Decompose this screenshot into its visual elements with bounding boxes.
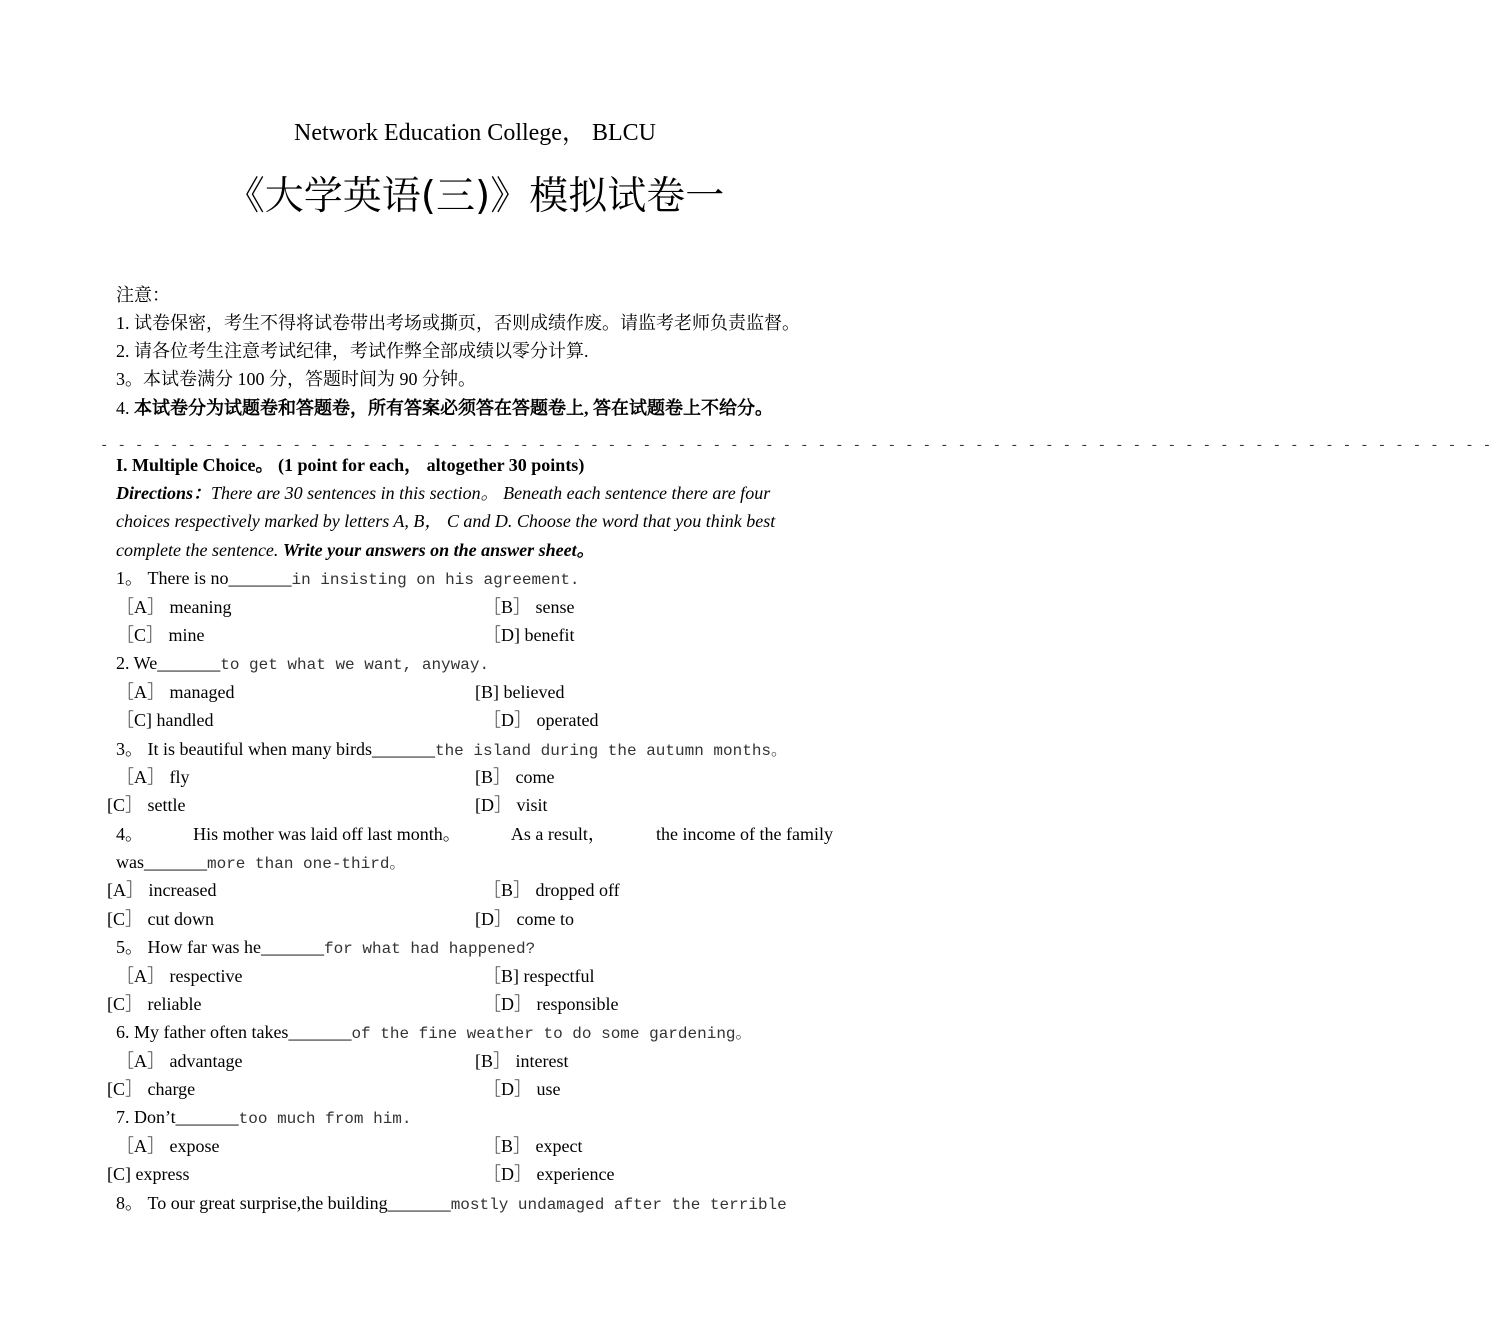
question-stem: 2. We_______ xyxy=(116,653,221,673)
question-stem: 4。 xyxy=(116,824,143,844)
question-rest: more than one-third。 xyxy=(207,855,406,873)
question-stem-part: As a result， xyxy=(510,824,606,844)
question-7 xyxy=(116,1105,412,1131)
directions-text-3: complete the sentence. xyxy=(116,540,283,560)
question-rest: mostly undamaged after the terrible xyxy=(450,1196,787,1214)
option-a: ［A］ meaning xyxy=(116,597,232,617)
question-stem: 6. My father often takes_______ xyxy=(116,1022,352,1042)
college-name: Network Education College， BLCU xyxy=(294,120,656,146)
question-3 xyxy=(116,737,787,763)
question-rest: to get what we want, anyway. xyxy=(220,656,490,674)
option-d: ［D] benefit xyxy=(483,625,575,645)
notice-item-4 xyxy=(116,396,773,420)
option-c: [C］ cut down xyxy=(107,909,214,929)
option-d: ［D］ responsible xyxy=(483,994,619,1014)
question-5 xyxy=(116,935,535,961)
option-c: ［C] handled xyxy=(116,710,214,730)
option-d: [D］ visit xyxy=(475,795,548,815)
question-stem: 8。 To our great surprise,the building_______ xyxy=(116,1193,451,1213)
directions-line-2: choices respectively marked by letters A, B， C and D. Choose the word that you think best xyxy=(116,511,776,531)
option-c: [C］ charge xyxy=(107,1079,196,1099)
notice-item-4-bold: 本试卷分为试题卷和答题卷，所有答案必须答在答题卷上, 答在试题卷上不给分。 xyxy=(134,398,773,418)
option-c: [C］ reliable xyxy=(107,994,202,1014)
option-d: ［D］ operated xyxy=(483,710,599,730)
question-rest: for what had happened? xyxy=(323,940,536,958)
notice-item-4-prefix: 4. xyxy=(116,398,134,418)
option-b: ［B］ dropped off xyxy=(483,880,620,900)
directions-line-1 xyxy=(116,481,770,505)
option-a: [A］ increased xyxy=(107,880,217,900)
option-b: ［B］ sense xyxy=(483,597,575,617)
question-stem: 5。 How far was he_______ xyxy=(116,937,324,957)
question-6 xyxy=(116,1020,752,1046)
question-rest: in insisting on his agreement. xyxy=(291,571,580,589)
option-b: [B］ come xyxy=(475,767,555,787)
question-rest: of the fine weather to do some gardening。 xyxy=(351,1025,752,1043)
notice-item-3: 3。本试卷满分 100 分，答题时间为 90 分钟。 xyxy=(116,369,476,389)
option-b: ［B] respectful xyxy=(483,966,595,986)
notice-item-2: 2. 请各位考生注意考试纪律，考试作弊全部成绩以零分计算. xyxy=(116,341,589,361)
option-c: [C］ settle xyxy=(107,795,186,815)
section-heading: I. Multiple Choice。 (1 point for each， altogether 30 points) xyxy=(116,455,585,475)
question-stem: 3。 It is beautiful when many birds_______ xyxy=(116,739,435,759)
question-stem: 7. Don’t_______ xyxy=(116,1107,239,1127)
question-stem: 1。 There is no_______ xyxy=(116,568,292,588)
question-4-line-2 xyxy=(116,850,405,876)
exam-title: 《大学英语(三)》模拟试卷一 xyxy=(225,174,725,219)
option-b: [B］ interest xyxy=(475,1051,569,1071)
option-c: [C] express xyxy=(107,1164,190,1184)
question-1 xyxy=(116,566,580,592)
notice-item-1: 1. 试卷保密，考生不得将试卷带出考场或撕页，否则成绩作废。请监考老师负责监督。 xyxy=(116,313,800,333)
option-d: ［D］ use xyxy=(483,1079,561,1099)
option-a: ［A］ managed xyxy=(116,682,235,702)
option-d: [D］ come to xyxy=(475,909,574,929)
directions-line-3 xyxy=(116,538,595,562)
option-a: ［A］ expose xyxy=(116,1136,220,1156)
directions-bold: Write your answers on the answer sheet。 xyxy=(282,540,595,560)
option-b: ［B］ expect xyxy=(483,1136,583,1156)
notice-label: 注意： xyxy=(116,285,170,305)
question-rest: the island during the autumn months。 xyxy=(434,742,788,760)
question-4-line-1 xyxy=(116,822,833,846)
option-a: ［A］ fly xyxy=(116,767,190,787)
option-a: ［A］ respective xyxy=(116,966,243,986)
option-c: ［C］ mine xyxy=(116,625,205,645)
question-stem-part: the income of the family xyxy=(656,824,833,844)
option-b: [B] believed xyxy=(475,682,565,702)
question-rest: too much from him. xyxy=(238,1110,412,1128)
question-8 xyxy=(116,1191,787,1217)
question-stem-part: His mother was laid off last month。 xyxy=(193,824,461,844)
question-2 xyxy=(116,651,489,677)
divider-line: - - - - - - - - - - - - - - - - - - - - - - - - - - - - - - - - - - - - - - - - - - - - - - - - - - - - - - - - - - - - - - - - - - - - - - - - - - - - - - - - xyxy=(100,438,1491,454)
directions-label: Directions： xyxy=(116,483,212,503)
directions-text-1: There are 30 sentences in this section。 Beneath each sentence there are four xyxy=(211,483,771,503)
option-a: ［A］ advantage xyxy=(116,1051,243,1071)
option-d: ［D］ experience xyxy=(483,1164,615,1184)
question-stem: was_______ xyxy=(116,852,207,872)
